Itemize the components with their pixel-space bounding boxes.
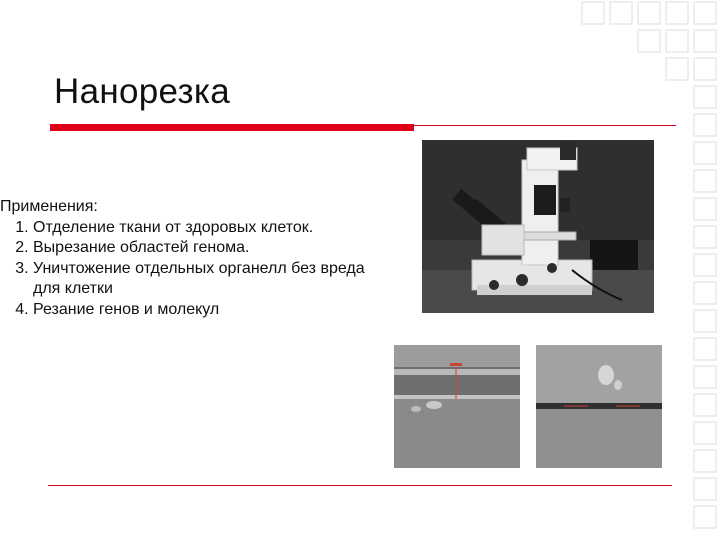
footer-rule <box>48 485 672 486</box>
list-item: 4. Резание генов и молекул <box>33 300 380 321</box>
applications-list <box>0 218 380 321</box>
sem-image-cut-line <box>536 345 662 468</box>
list-item: 1. Отделение ткани от здоровых клеток. <box>33 218 380 239</box>
sem-image-groove <box>394 345 520 468</box>
slide-title: Нанорезка <box>54 72 230 111</box>
title-underline-thin <box>414 125 676 126</box>
list-item: 3. Уничтожение отдельных органелл без вреда для клетки <box>33 259 380 300</box>
microscope-photo <box>422 140 654 313</box>
applications-heading: Применения: <box>0 198 98 215</box>
title-underline-thick <box>50 124 414 131</box>
list-item: 2. Вырезание областей генома. <box>33 238 380 259</box>
applications-text <box>0 197 380 320</box>
